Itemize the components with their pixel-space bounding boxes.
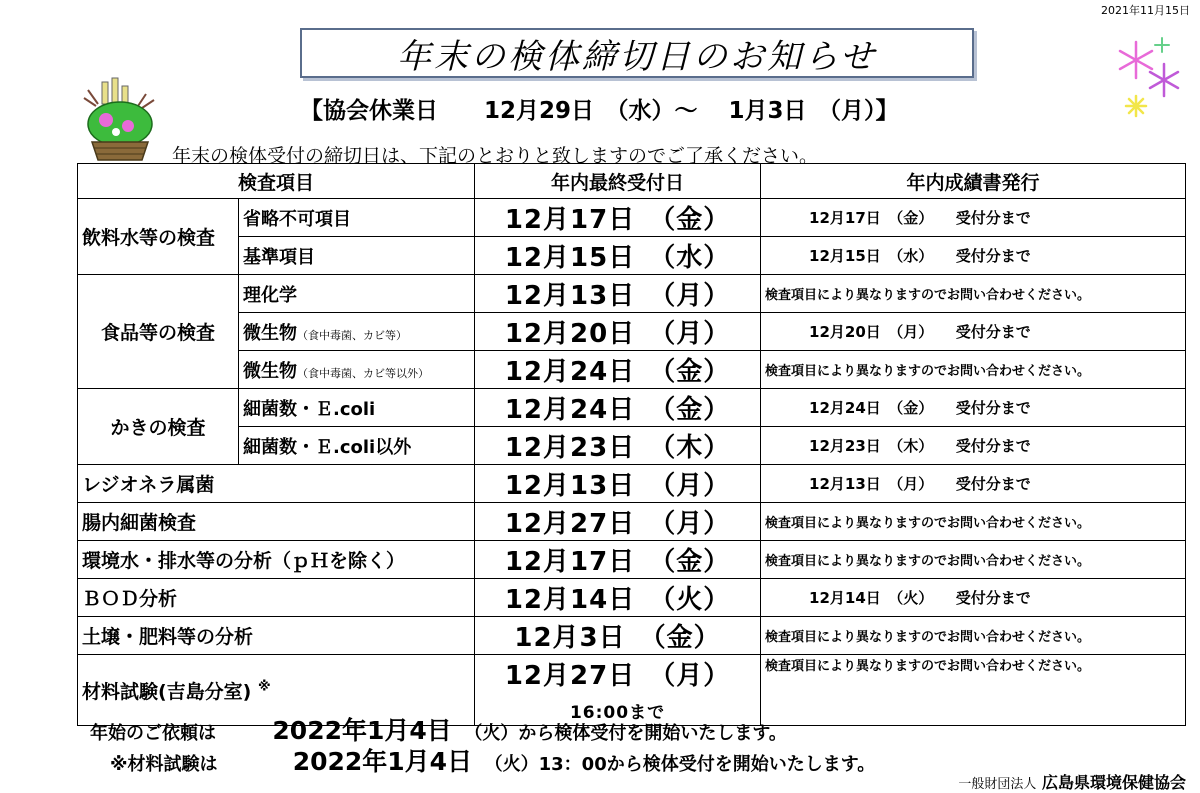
footer-text: （火）13：00から検体受付を開始いたします。	[484, 754, 876, 775]
category-cell: ＢＯＤ分析	[78, 579, 475, 617]
deadline-cell: 12月17日 （金）	[475, 541, 761, 579]
subcategory-cell: 基準項目	[239, 237, 475, 275]
table-row	[78, 579, 1186, 617]
subcategory-cell: 細菌数・Ｅ.coli以外	[239, 427, 475, 465]
table-row	[78, 503, 1186, 541]
asterisk-mark: ※	[258, 679, 271, 695]
footer-label: 年始のご依頼は	[90, 723, 216, 744]
category-cell: かきの検査	[78, 389, 239, 465]
snowflake-icon	[1114, 34, 1184, 120]
kadomatsu-icon	[80, 76, 160, 166]
subcategory-note: （食中毒菌、カビ等以外）	[297, 366, 429, 380]
header-report: 年内成績書発行	[761, 164, 1186, 199]
report-cell: 12月14日 （火） 受付分まで	[761, 579, 1186, 617]
title-box	[300, 28, 974, 78]
deadline-cell: 12月13日 （月）	[475, 465, 761, 503]
deadline-cell: 12月17日 （金）	[475, 199, 761, 237]
category-cell: レジオネラ属菌	[78, 465, 475, 503]
footer-date: 2022年1月4日	[292, 747, 473, 776]
deadline-cell: 12月13日 （月）	[475, 275, 761, 313]
intro-text: 年末の検体受付の締切日は、下記のとおりと致しますのでご了承ください。	[172, 145, 819, 167]
holiday-notice: 【協会休業日 12月29日 （水）～ 1月3日 （月）】	[300, 98, 899, 124]
footer-label: ※材料試験は	[110, 754, 218, 775]
report-cell: 12月15日 （水） 受付分まで	[761, 237, 1186, 275]
footer-date: 2022年1月4日	[272, 716, 452, 745]
footer-text: （火）から検体受付を開始いたします。	[464, 723, 787, 744]
report-cell: 12月13日 （月） 受付分まで	[761, 465, 1186, 503]
category-cell: 食品等の検査	[78, 275, 239, 389]
category-cell: 腸内細菌検査	[78, 503, 475, 541]
org-prefix: 一般財団法人	[958, 777, 1037, 792]
table-row	[78, 351, 1186, 389]
subcategory-label: 微生物	[243, 322, 297, 344]
report-cell: 検査項目により異なりますのでお問い合わせください。	[761, 617, 1186, 655]
report-cell: 検査項目により異なりますのでお問い合わせください。	[761, 541, 1186, 579]
report-cell: 12月24日 （金） 受付分まで	[761, 389, 1186, 427]
deadline-time: 16:00まで	[569, 703, 666, 723]
subcategory-cell	[239, 351, 475, 389]
deadline-cell: 12月3日 （金）	[475, 617, 761, 655]
deadline-cell: 12月24日 （金）	[475, 351, 761, 389]
schedule-table	[77, 163, 1186, 726]
report-cell: 12月23日 （木） 受付分まで	[761, 427, 1186, 465]
header-item: 検査項目	[78, 164, 475, 199]
category-cell: 環境水・排水等の分析（ｐＨを除く）	[78, 541, 475, 579]
subcategory-cell: 理化学	[239, 275, 475, 313]
header-deadline: 年内最終受付日	[475, 164, 761, 199]
table-row	[78, 389, 1186, 427]
organization	[958, 770, 1186, 793]
report-cell: 検査項目により異なりますのでお問い合わせください。	[761, 655, 1186, 726]
report-cell: 12月20日 （月） 受付分まで	[761, 313, 1186, 351]
report-cell: 12月17日 （金） 受付分まで	[761, 199, 1186, 237]
table-row	[78, 465, 1186, 503]
subcategory-cell: 省略不可項目	[239, 199, 475, 237]
table-row	[78, 199, 1186, 237]
footer-line-2	[110, 742, 875, 778]
deadline-cell: 12月14日 （火）	[475, 579, 761, 617]
table-row	[78, 541, 1186, 579]
subcategory-note: （食中毒菌、カビ等）	[297, 328, 407, 342]
subcategory-label: 微生物	[243, 360, 297, 382]
deadline-date: 12月27日 （月）	[504, 661, 731, 691]
page-title: 年末の検体締切日のお知らせ	[397, 36, 877, 77]
deadline-cell: 12月23日 （木）	[475, 427, 761, 465]
category-cell: 土壌・肥料等の分析	[78, 617, 475, 655]
subcategory-cell	[239, 313, 475, 351]
table-row	[78, 313, 1186, 351]
deadline-cell: 12月15日 （水）	[475, 237, 761, 275]
deadline-cell: 12月20日 （月）	[475, 313, 761, 351]
deadline-cell: 12月27日 （月）	[475, 503, 761, 541]
subcategory-cell: 細菌数・Ｅ.coli	[239, 389, 475, 427]
report-cell: 検査項目により異なりますのでお問い合わせください。	[761, 503, 1186, 541]
table-row	[78, 427, 1186, 465]
deadline-cell: 12月24日 （金）	[475, 389, 761, 427]
table-row	[78, 237, 1186, 275]
report-cell: 検査項目により異なりますのでお問い合わせください。	[761, 351, 1186, 389]
table-header-row	[78, 164, 1186, 199]
category-label: 材料試験(吉島分室)	[82, 680, 252, 703]
table-row	[78, 617, 1186, 655]
category-cell: 飲料水等の検査	[78, 199, 239, 275]
issue-date: 2021年11月15日	[1101, 4, 1190, 17]
table-row	[78, 275, 1186, 313]
report-cell: 検査項目により異なりますのでお問い合わせください。	[761, 275, 1186, 313]
org-name: 広島県環境保健協会	[1041, 773, 1186, 792]
